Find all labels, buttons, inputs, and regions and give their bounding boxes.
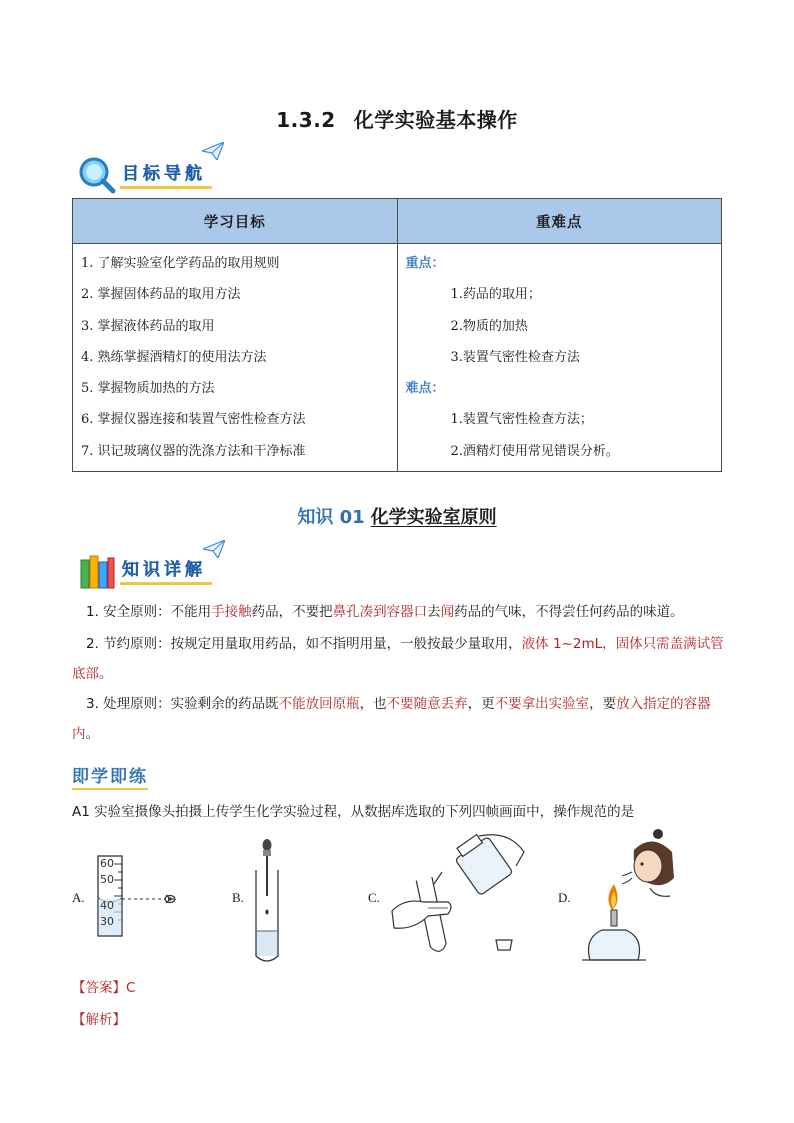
principle-disposal: 3. 处理原则：实验剩余的药品既不能放回原瓶，也不要随意丢弃，更不要拿出实验室，要放入指定的容器内。: [72, 696, 711, 742]
objective-item: 6. 掌握仪器连接和装置气密性检查方法: [81, 412, 306, 428]
difficult-label: 难点：: [405, 381, 445, 397]
objectives-header: 学习目标: [73, 199, 398, 244]
option-b-label: B.: [232, 890, 244, 905]
analysis-label: 【解析】: [72, 1012, 126, 1028]
answer-value: C: [126, 980, 136, 996]
cylinder-tick-label: 40: [100, 899, 114, 912]
title-number: 1.3.2: [276, 108, 336, 132]
option-a-label: A.: [72, 890, 85, 905]
practice-heading: 即学即练: [72, 762, 148, 790]
objective-item: 7. 识记玻璃仪器的洗涤方法和干净标准: [81, 443, 306, 459]
title-text: 化学实验基本操作: [353, 108, 518, 132]
paper-plane-icon: [202, 142, 224, 164]
books-icon: [78, 552, 116, 590]
option-d-label: D.: [558, 890, 571, 905]
difficult-point-item: 2.酒精灯使用常见错误分析。: [450, 443, 619, 459]
option-c-label: C.: [368, 890, 380, 905]
pouring-liquid-figure: [384, 826, 534, 966]
cylinder-tick-label: 30: [100, 915, 114, 928]
key-point-item: 1.药品的取用；: [450, 287, 541, 303]
objective-item: 3. 掌握液体药品的取用: [81, 318, 215, 334]
answer-line: [72, 976, 135, 996]
section-title: [0, 503, 794, 529]
dropper-test-tube-figure: [252, 836, 282, 966]
section-title-text: 化学实验室原则: [370, 507, 497, 528]
objective-item: 4. 熟练掌握酒精灯的使用法方法: [81, 349, 267, 365]
paper-plane-icon: [203, 540, 225, 562]
key-difficult-cell: [397, 244, 722, 472]
answer-label: 【答案】: [72, 980, 126, 996]
page-title: [0, 104, 794, 133]
objective-item: 1. 了解实验室化学药品的取用规则: [81, 256, 280, 271]
graduated-cylinder-figure: [88, 852, 184, 938]
key-label: 重点：: [405, 256, 445, 271]
goals-banner: [78, 156, 212, 194]
key-point-item: 3.装置气密性检查方法: [450, 349, 580, 365]
section-prefix: 知识 01: [297, 507, 365, 528]
knowledge-banner: [78, 552, 212, 590]
magnifier-icon: [78, 156, 116, 194]
principle-safety: 1. 安全原则：不能用手接触药品，不要把鼻孔凑到容器口去闻药品的气味，不得尝任何药品的味道。: [86, 604, 684, 620]
difficult-point-item: 1.装置气密性检查方法；: [450, 412, 593, 428]
principle-economy: 2. 节约原则：按规定用量取用药品，如不指明用量，一般按最少量取用，液体 1~2mL，固体只需盖满试管底部。: [72, 636, 724, 682]
smelling-alcohol-lamp-figure: [574, 826, 678, 966]
knowledge-banner-label: 知识详解: [120, 558, 212, 585]
objective-item: 2. 掌握固体药品的取用方法: [81, 287, 241, 303]
objective-item: 5. 掌握物质加热的方法: [81, 381, 215, 397]
question-text: A1 实验室摄像头拍摄上传学生化学实验过程，从数据库选取的下列四帧画面中，操作规范的是: [72, 804, 635, 820]
cylinder-tick-label: 50: [100, 873, 114, 886]
goals-table: [72, 198, 722, 472]
key-point-item: 2.物质的加热: [450, 318, 528, 334]
cylinder-tick-label: 60: [100, 857, 114, 870]
key-points-header: 重难点: [397, 199, 722, 244]
objectives-cell: [73, 244, 398, 472]
goals-banner-label: 目标导航: [120, 162, 212, 189]
